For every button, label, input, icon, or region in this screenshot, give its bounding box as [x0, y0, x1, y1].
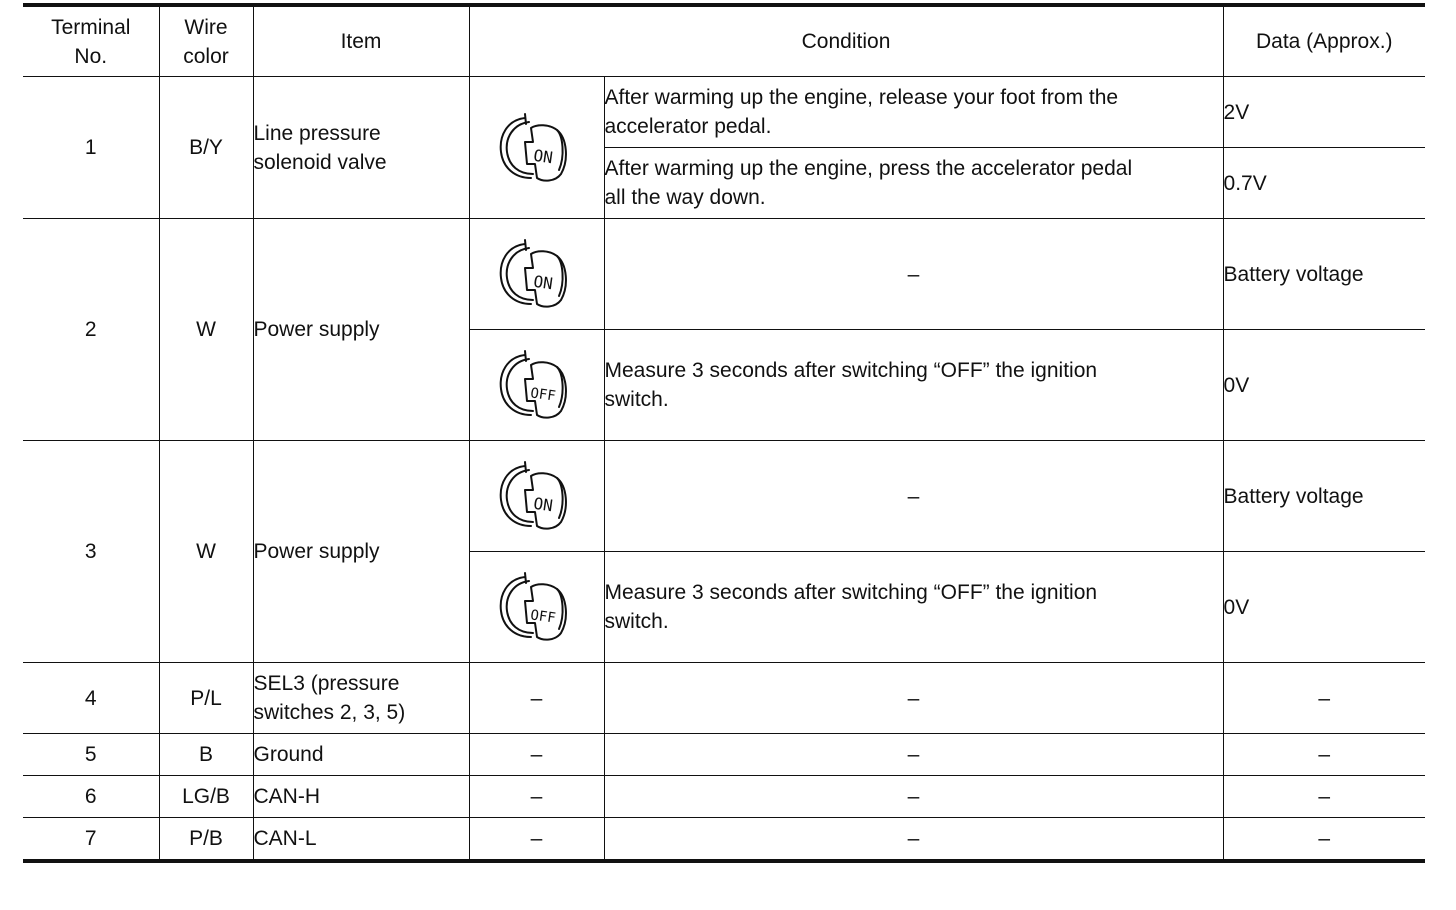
terminal-number: 7 [23, 818, 159, 862]
table-row [23, 441, 1425, 552]
ignition-key-on-icon [491, 108, 583, 188]
wire-color: W [159, 441, 253, 663]
ignition-icon-cell: – [469, 734, 604, 776]
ignition-key-on-icon [491, 234, 583, 314]
ignition-key-off-icon [491, 345, 583, 425]
wire-color: LG/B [159, 776, 253, 818]
ignition-key-on-icon [491, 456, 583, 536]
condition-text: After warming up the engine, release your foot from the accelerator pedal. [604, 77, 1223, 148]
condition-text: – [604, 734, 1223, 776]
item-name: Ground [253, 734, 469, 776]
wire-color: B [159, 734, 253, 776]
terminal-number: 3 [23, 441, 159, 663]
item-name: Line pressure solenoid valve [253, 77, 469, 219]
item-name: Power supply [253, 441, 469, 663]
ignition-icon-cell [469, 77, 604, 219]
wire-color: P/L [159, 663, 253, 734]
data-value: Battery voltage [1223, 441, 1425, 552]
condition-text: After warming up the engine, press the accelerator pedal all the way down. [604, 148, 1223, 219]
data-value: 2V [1223, 77, 1425, 148]
wire-color: P/B [159, 818, 253, 862]
condition-text: – [604, 219, 1223, 330]
terminal-number: 5 [23, 734, 159, 776]
key-label: OFF [528, 385, 557, 405]
condition-text: – [604, 663, 1223, 734]
header-item: Item [253, 5, 469, 77]
header-data: Data (Approx.) [1223, 5, 1425, 77]
table-row [23, 776, 1425, 818]
terminal-number: 2 [23, 219, 159, 441]
condition-text: – [604, 441, 1223, 552]
table-row [23, 663, 1425, 734]
ignition-icon-cell: – [469, 776, 604, 818]
data-value: 0V [1223, 552, 1425, 663]
key-label: OFF [528, 607, 557, 627]
terminal-number: 4 [23, 663, 159, 734]
table-row [23, 818, 1425, 862]
table-row [23, 219, 1425, 330]
terminal-number: 6 [23, 776, 159, 818]
item-name: CAN-L [253, 818, 469, 862]
wire-color: B/Y [159, 77, 253, 219]
key-label: ON [531, 145, 554, 167]
data-value: Battery voltage [1223, 219, 1425, 330]
data-value: 0V [1223, 330, 1425, 441]
data-value: – [1223, 663, 1425, 734]
ignition-icon-cell [469, 552, 604, 663]
ignition-icon-cell [469, 441, 604, 552]
header-wire-color: Wire color [159, 5, 253, 77]
wire-color: W [159, 219, 253, 441]
table-header-row [23, 5, 1425, 77]
ignition-icon-cell [469, 219, 604, 330]
item-name: CAN-H [253, 776, 469, 818]
data-value: – [1223, 734, 1425, 776]
header-terminal-no: Terminal No. [23, 5, 159, 77]
table-row [23, 734, 1425, 776]
data-value: – [1223, 818, 1425, 862]
item-name: Power supply [253, 219, 469, 441]
ignition-icon-cell: – [469, 663, 604, 734]
key-label: ON [531, 271, 554, 294]
item-name: SEL3 (pressure switches 2, 3, 5) [253, 663, 469, 734]
ignition-icon-cell [469, 330, 604, 441]
condition-text: – [604, 818, 1223, 862]
condition-text: – [604, 776, 1223, 818]
ignition-icon-cell: – [469, 818, 604, 862]
terminal-spec-table [23, 3, 1425, 863]
key-label: ON [531, 493, 554, 516]
condition-text: Measure 3 seconds after switching “OFF” the ignition switch. [604, 330, 1223, 441]
condition-text: Measure 3 seconds after switching “OFF” the ignition switch. [604, 552, 1223, 663]
header-condition: Condition [469, 5, 1223, 77]
data-value: 0.7V [1223, 148, 1425, 219]
table-row [23, 77, 1425, 148]
data-value: – [1223, 776, 1425, 818]
ignition-key-off-icon [491, 567, 583, 647]
terminal-number: 1 [23, 77, 159, 219]
